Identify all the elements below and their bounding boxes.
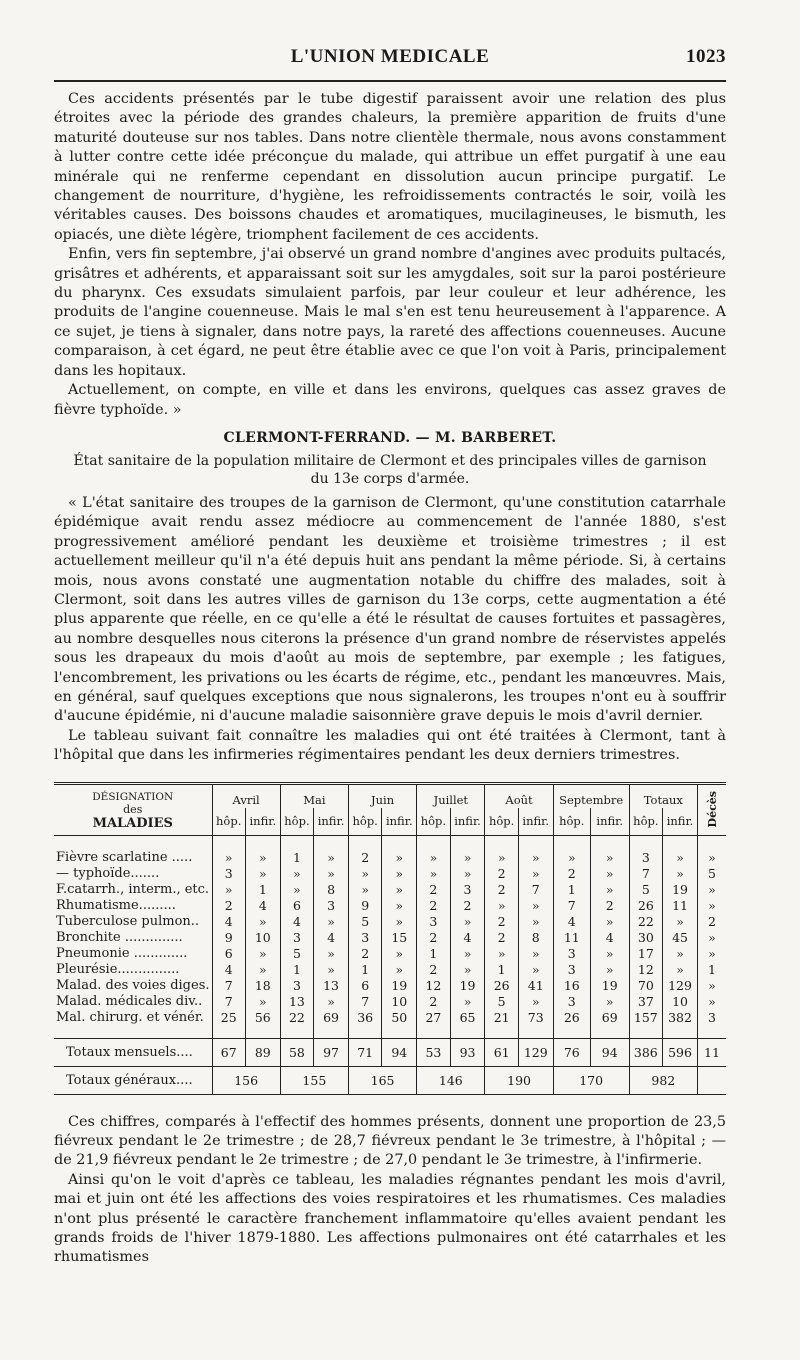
table-cell: » [698,930,727,946]
table-cell: 17 [629,946,662,962]
table-cell: » [518,994,553,1010]
table-cell: 5 [698,866,727,882]
table-cell: 2 [553,866,590,882]
table-cell: 2 [212,898,245,914]
table-cell: » [663,946,698,962]
table-cell: » [663,914,698,930]
running-header [54,46,726,68]
designation-label: MALADIES [92,815,173,831]
table-cell: » [314,914,349,930]
table-row [54,882,726,898]
table-cell: 982 [629,1066,697,1094]
table-cell: 25 [212,1010,245,1026]
paragraph: Enfin, vers fin septembre, j'ai observé un grand nombre d'angines avec produits pultacés, grisâtres et adhérents, et apparaissant soit sur les amygdales, soit sur la paroi postérieure du pharynx. Ces exsudats simulaient parfois, par leur couleur et leur adhérence, les produits de l'angine couenneuse. Mais le mal s'en est tenu heureusement à l'apparence. A ce sujet, je tiens à signaler, dans notre pays, la rareté des affections couenneuses. Aucune comparaison, à cet égard, ne peut être établie avec ce que l'on voit à Paris, principalement dans les hopitaux. [54,246,726,379]
table-cell: 3 [698,1010,727,1026]
table-cell: 11 [698,1038,727,1066]
deces-label: Décès [705,791,719,828]
table-cell: 4 [212,914,245,930]
infir-subheader: infir. [314,808,349,836]
table-cell: 21 [485,1010,518,1026]
month-header: Mai [280,783,348,807]
table-cell: 1 [280,850,313,866]
table-cell: 97 [314,1038,349,1066]
table-cell: » [382,850,417,866]
table-cell: 382 [663,1010,698,1026]
table-cell: 2 [348,946,381,962]
section-subtitle-line: État sanitaire de la population militaire de Clermont et des principales villes de garnison [73,452,707,469]
table-cell: 19 [663,882,698,898]
table-cell: » [450,866,485,882]
table-cell: » [450,946,485,962]
table-cell: 93 [450,1038,485,1066]
paragraph: Ces accidents présentés par le tube digestif paraissent avoir une relation des plus étroites avec la période des grandes chaleurs, la première apparition de fruits d'une maturité douteuse sur nos tables. Dans notre clientèle thermale, nous avons constamment à lutter contre cette idée préconçue du malade, qui attribue un effet purgatif à une eau minérale qui ne renferme cependant en dissolution aucun principe purgatif. Le changement de nourriture, d'hygiène, les refroidissements contractés le soir, voilà les véritables causes. Des boissons chaudes et aromatiques, mucilagineuses, le bismuth, les opiacés, une diète légère, triomphent facilement de ces accidents. [54,91,726,243]
month-header: Avril [212,783,280,807]
table-cell: » [590,914,629,930]
table-cell: 2 [417,994,450,1010]
table-cell: » [314,994,349,1010]
table-cell: 69 [590,1010,629,1026]
table-cell: 3 [629,850,662,866]
hop-subheader: hôp. [212,808,245,836]
totaux-mensuels-row [54,1038,726,1066]
hop-subheader: hôp. [553,808,590,836]
table-cell: 9 [348,898,381,914]
table-cell: 3 [553,994,590,1010]
table-cell: » [698,946,727,962]
table-row [54,930,726,946]
table-cell: 190 [485,1066,553,1094]
table-cell: 9 [212,930,245,946]
table-cell: 596 [663,1038,698,1066]
table-cell: » [663,850,698,866]
table-cell: » [314,962,349,978]
table-cell: 11 [553,930,590,946]
table-cell: » [663,866,698,882]
table-cell: 13 [280,994,313,1010]
table-cell: 3 [417,914,450,930]
table-cell: 67 [212,1038,245,1066]
disease-table [54,782,726,1095]
table-cell: 71 [348,1038,381,1066]
table-cell: 76 [553,1038,590,1066]
table-cell: 45 [663,930,698,946]
disease-label: Fièvre scarlatine ..... [56,849,193,865]
table-cell: » [314,850,349,866]
table-cell: 3 [348,930,381,946]
table-cell: 6 [212,946,245,962]
section-heading: CLERMONT-FERRAND. — M. BARBERET. [223,429,557,446]
section-subtitle [54,452,726,488]
table-cell: » [348,882,381,898]
table-cell: 7 [629,866,662,882]
table-cell: 22 [280,1010,313,1026]
table-cell: 13 [314,978,349,994]
table-cell: 1 [280,962,313,978]
table-cell: 3 [553,946,590,962]
table-cell: 94 [590,1038,629,1066]
table-cell: » [382,882,417,898]
table-cell: 19 [450,978,485,994]
table-cell: 19 [590,978,629,994]
table-cell: 70 [629,978,662,994]
table-cell: 2 [485,866,518,882]
table-cell: 27 [417,1010,450,1026]
table-cell: 1 [698,962,727,978]
month-header: Septembre [553,783,629,807]
table-cell: 7 [212,994,245,1010]
disease-label: Bronchite .............. [56,929,183,945]
table-cell: » [450,994,485,1010]
table-row [54,850,726,866]
table-cell: 10 [245,930,280,946]
infir-subheader: infir. [382,808,417,836]
table-cell: » [518,850,553,866]
table-cell: » [698,898,727,914]
table-cell: 5 [629,882,662,898]
hop-subheader: hôp. [485,808,518,836]
designation-header [54,783,212,835]
table-cell: 7 [212,978,245,994]
table-cell: 170 [553,1066,629,1094]
paragraph: Actuellement, on compte, en ville et dans les environs, quelques cas assez graves de fièvre typhoïde. » [54,382,726,418]
table-cell: 8 [518,930,553,946]
table-cell: » [245,850,280,866]
table-cell: » [590,850,629,866]
table-cell: 4 [450,930,485,946]
table-row [54,914,726,930]
table-row [54,962,726,978]
table-cell: 58 [280,1038,313,1066]
table-cell: 12 [629,962,662,978]
table-cell: 1 [553,882,590,898]
table-cell: » [245,946,280,962]
table-cell: 41 [518,978,553,994]
table-cell: 156 [212,1066,280,1094]
table-cell: 1 [348,962,381,978]
table-cell: 10 [382,994,417,1010]
table-row [54,1010,726,1026]
table-cell: » [485,946,518,962]
table-cell: » [518,962,553,978]
table-cell: 2 [450,898,485,914]
page-number: 1023 [686,46,726,67]
table-cell: 2 [698,914,727,930]
table-cell: 4 [245,898,280,914]
table-cell: 30 [629,930,662,946]
disease-label: Rhumatisme......... [56,897,176,913]
table-cell: 26 [629,898,662,914]
table-cell: 157 [629,1010,662,1026]
table-cell: 5 [348,914,381,930]
table-cell: » [518,946,553,962]
table-cell: 2 [417,930,450,946]
table-cell: 1 [245,882,280,898]
month-header: Juin [348,783,416,807]
table-cell: 12 [417,978,450,994]
section-subtitle-line: du 13e corps d'armée. [310,470,470,487]
table-cell: 2 [485,882,518,898]
table-cell: 16 [553,978,590,994]
journal-title: L'UNION MEDICALE [290,46,490,67]
table-cell: » [485,850,518,866]
table-row [54,946,726,962]
table-cell: » [245,914,280,930]
table-cell: » [518,866,553,882]
paragraph: Ces chiffres, comparés à l'effectif des hommes présents, donnent une proportion de 23,5 fiévreux pendant le 2e trimestre ; de 28,7 fiévreux pendant le 3e trimestre, à l'hôpital ; — de 21,9 fiévreux pendant le 2e trimestre ; de 27,0 pendant le 3e trimestre, à l'infirmerie. [54,1113,726,1169]
totaux-generaux-label: Totaux généraux.... [54,1066,212,1094]
table-cell: 73 [518,1010,553,1026]
infir-subheader: infir. [518,808,553,836]
table-cell: 2 [417,898,450,914]
disease-label: Malad. des voies diges. [56,977,210,993]
infir-subheader: infir. [450,808,485,836]
table-cell: » [698,882,727,898]
table-cell: » [450,914,485,930]
table-cell: 37 [629,994,662,1010]
table-cell: » [417,850,450,866]
table-cell: » [663,962,698,978]
table-cell: 3 [212,866,245,882]
table-cell: » [518,914,553,930]
table-cell: » [382,946,417,962]
table-cell: 26 [485,978,518,994]
paragraph: « L'état sanitaire des troupes de la garnison de Clermont, qu'une constitution catarrhale épidémique avait rendu assez médiocre au commencement de l'année 1880, s'est progressivement amélioré pendant les deuxième et troisième trimestres ; il est actuellement meilleur qu'il n'a été depuis huit ans pendant la même période. Si, à certains mois, nous avons constaté une augmentation notable du chiffre des malades, soit à Clermont, soit dans les autres villes de garnison du 13e corps, cette augmentation a été plus apparente que réelle, en ce qu'elle a été le résultat de causes fortuites et passagères, au nombre desquelles nous citerons la présence d'un grand nombre de réservistes appelés sous les drapeaux du mois d'août au mois de septembre, par exemple ; les fatigues, l'encombrement, les privations ou les écarts de régime, etc., pendant les manœuvres. Mais, en général, sauf quelques exceptions que nous signalerons, les troupes n'ont eu à souffrir d'aucune épidémie, ni d'aucune maladie saisonnière grave depuis le mois d'avril dernier. [54,494,726,725]
disease-label: Tuberculose pulmon.. [56,913,200,929]
table-cell: 2 [590,898,629,914]
table-cell: » [212,850,245,866]
table-cell: 2 [417,882,450,898]
table-cell: 6 [348,978,381,994]
table-cell: 56 [245,1010,280,1026]
table-cell: » [348,866,381,882]
table-cell: » [417,866,450,882]
disease-label: — typhoïde....... [56,865,160,881]
designation-label: DÉSIGNATION [92,790,174,803]
table-cell: 36 [348,1010,381,1026]
table-cell: 2 [485,914,518,930]
table-cell: 18 [245,978,280,994]
totaux-mensuels-label: Totaux mensuels.... [54,1038,212,1066]
table-cell: 3 [553,962,590,978]
table-cell: » [590,962,629,978]
table-cell: » [382,962,417,978]
table-cell: 4 [553,914,590,930]
table-cell: 11 [663,898,698,914]
table-cell: 3 [280,978,313,994]
hop-subheader: hôp. [417,808,450,836]
table-cell: » [450,962,485,978]
table-row [54,898,726,914]
table-cell: 65 [450,1010,485,1026]
table-cell: 10 [663,994,698,1010]
designation-label: des [123,802,143,816]
table-cell: 61 [485,1038,518,1066]
hop-subheader: hôp. [280,808,313,836]
table-cell: 26 [553,1010,590,1026]
table-cell: 4 [314,930,349,946]
table-cell: » [450,850,485,866]
table-cell: » [245,994,280,1010]
table-cell: » [590,882,629,898]
table-cell: 386 [629,1038,662,1066]
table-cell: 89 [245,1038,280,1066]
table-cell: 1 [485,962,518,978]
table-cell: 4 [280,914,313,930]
table-cell: 15 [382,930,417,946]
table-cell: 165 [348,1066,416,1094]
table-cell: » [382,866,417,882]
table-cell: 5 [485,994,518,1010]
table-cell: 146 [417,1066,485,1094]
paragraph: Le tableau suivant fait connaître les maladies qui ont été traitées à Clermont, tant à l'hôpital que dans les infirmeries régimentaires pendant les deux derniers trimestres. [54,727,726,764]
table-cell: 50 [382,1010,417,1026]
table-cell: » [590,866,629,882]
table-cell: 7 [518,882,553,898]
table-cell: 3 [314,898,349,914]
table-cell: 19 [382,978,417,994]
table-cell: 2 [417,962,450,978]
table-cell: 2 [348,850,381,866]
table-cell: 1 [417,946,450,962]
table-cell: 22 [629,914,662,930]
table-cell: » [698,978,727,994]
table-cell: » [314,946,349,962]
table-cell: 4 [590,930,629,946]
table-cell: » [590,994,629,1010]
table-cell: 129 [518,1038,553,1066]
table-cell: 155 [280,1066,348,1094]
table-cell: » [590,946,629,962]
table-cell: » [485,898,518,914]
month-header: Août [485,783,553,807]
infir-subheader: infir. [245,808,280,836]
table-cell: 2 [485,930,518,946]
table-row [54,978,726,994]
table-cell: 3 [450,882,485,898]
table-cell: » [280,882,313,898]
totaux-generaux-row [54,1066,726,1094]
table-cell: 7 [348,994,381,1010]
disease-label: F.catarrh., interm., etc. [56,881,210,897]
table-cell: 5 [280,946,313,962]
table-cell: » [382,898,417,914]
table-cell: » [698,850,727,866]
month-header: Totaux [629,783,697,807]
infir-subheader: infir. [663,808,698,836]
table-cell: 8 [314,882,349,898]
month-header: Juillet [417,783,485,807]
table-cell: 94 [382,1038,417,1066]
page [54,46,726,1268]
table-cell: » [280,866,313,882]
infir-subheader: infir. [590,808,629,836]
table-cell: 6 [280,898,313,914]
table-cell: » [212,882,245,898]
disease-label: Pneumonie ............. [56,945,188,961]
table-cell: 3 [280,930,313,946]
table-cell: 69 [314,1010,349,1026]
table-cell [698,1066,727,1094]
table-cell: » [553,850,590,866]
table-cell: 7 [553,898,590,914]
table-cell: » [245,962,280,978]
table-row [54,866,726,882]
table-row [54,994,726,1010]
table-cell: » [382,914,417,930]
deces-header [698,783,727,835]
paragraph: Ainsi qu'on le voit d'après ce tableau, les maladies régnantes pendant les mois d'avril, mai et juin ont été les affections des voies respiratoires et les rhumatismes. Ces maladies n'ont plus présenté le caractère franchement inflammatoire qu'elles avaient pendant les grands froids de l'hiver 1879-1880. Les affections pulmonaires ont été catarrhales et les rhumatismes [54,1171,726,1266]
table-cell: 53 [417,1038,450,1066]
hop-subheader: hôp. [348,808,381,836]
table-cell: » [245,866,280,882]
disease-label: Mal. chirurg. et vénér. [56,1009,204,1025]
table-cell: 4 [212,962,245,978]
table-cell: » [518,898,553,914]
disease-label: Pleurésie............... [56,961,180,977]
table-cell: 129 [663,978,698,994]
table-cell: » [698,994,727,1010]
hop-subheader: hôp. [629,808,662,836]
header-rule [54,80,726,82]
disease-label: Malad. médicales div.. [56,993,203,1009]
table-cell: » [314,866,349,882]
